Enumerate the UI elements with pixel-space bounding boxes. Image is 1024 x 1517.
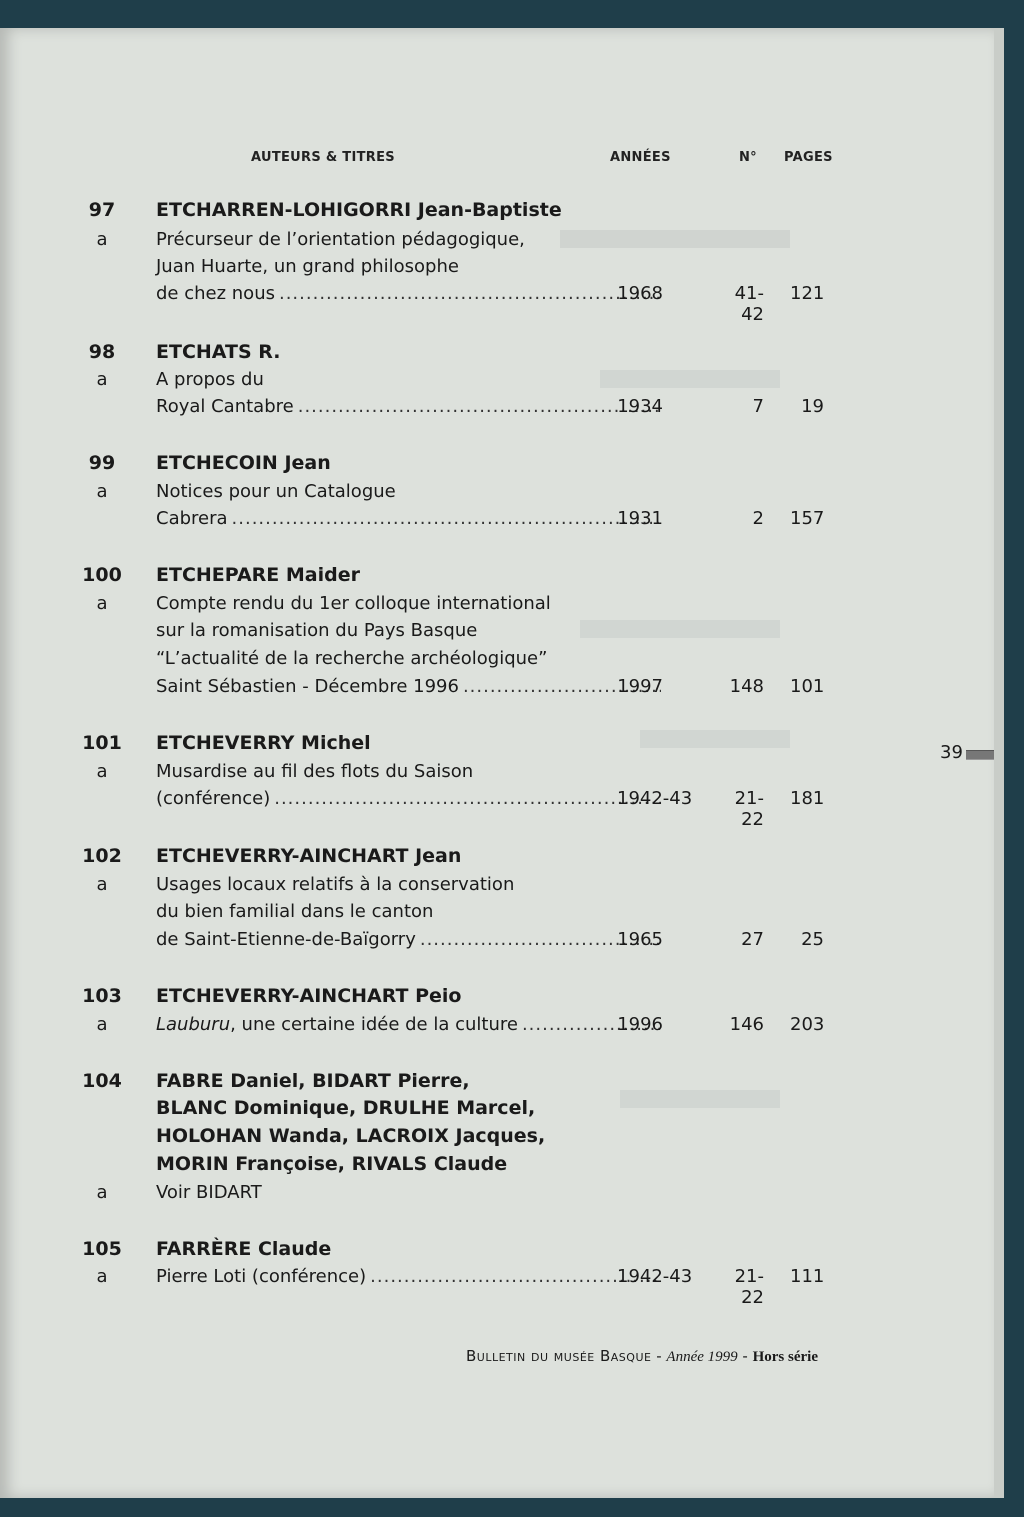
entry-author: ETCHEVERRY Michel <box>156 732 371 754</box>
entry-issue-number: 148 <box>729 676 764 697</box>
entry-page: 121 <box>790 283 825 304</box>
entry-number: 100 <box>82 564 122 586</box>
entry-issue-number: 41-42 <box>734 283 764 325</box>
entry-title-rest: , une certaine idée de la culture <box>230 1014 518 1035</box>
entry-page: 19 <box>801 396 824 417</box>
footer-separator: - <box>651 1347 667 1365</box>
entry-title-final-line <box>156 676 661 697</box>
entry-title-end: de Saint-Etienne-de-Baïgorry <box>156 929 416 950</box>
footer-series: Hors série <box>752 1349 818 1365</box>
entry-number: 98 <box>88 341 116 363</box>
entry-year: 1942-43 <box>617 788 693 809</box>
header-number: N° <box>739 150 757 165</box>
show-through-shadow <box>560 230 790 248</box>
entry-page: 157 <box>790 508 825 529</box>
entry-title-line: du bien familial dans le canton <box>156 901 434 922</box>
entry-item-letter: a <box>96 1266 108 1287</box>
entry-number: 97 <box>88 199 116 221</box>
entry-issue-number: 146 <box>729 1014 764 1035</box>
entry-author: FARRÈRE Claude <box>156 1238 332 1260</box>
entry-title-final-line <box>156 788 693 809</box>
entry-see-reference: Voir BIDART <box>156 1182 262 1203</box>
entry-item-letter: a <box>96 369 108 390</box>
entry-author: ETCHATS R. <box>156 341 281 363</box>
entry-title-line: “L’actualité de la recherche archéologique” <box>156 648 548 669</box>
entry-title-italic: Lauburu <box>156 1014 231 1035</box>
entry-title-end <box>156 1014 522 1035</box>
entry-issue-number: 21-22 <box>734 1266 764 1308</box>
entry-title-line: Notices pour un Catalogue <box>156 481 396 502</box>
entry-number: 104 <box>82 1070 122 1092</box>
entry-title-end: Pierre Loti (conférence) <box>156 1266 367 1287</box>
entry-page: 111 <box>790 1266 825 1287</box>
entry-year: 1965 <box>617 929 663 950</box>
entry-number: 102 <box>82 845 122 867</box>
footer-bulletin: Bulletin du musée Basque <box>466 1347 652 1365</box>
entry-author: HOLOHAN Wanda, LACROIX Jacques, <box>156 1125 546 1147</box>
show-through-shadow <box>620 1090 780 1108</box>
entry-year: 1968 <box>617 283 663 304</box>
header-authors-titles: AUTEURS & TITRES <box>251 150 395 165</box>
entry-year: 1931 <box>617 508 663 529</box>
entry-year: 1942-43 <box>617 1266 693 1287</box>
entry-title-line: Musardise au fil des flots du Saison <box>156 761 474 782</box>
entry-item-letter: a <box>96 1182 108 1203</box>
entry-issue-number: 27 <box>741 929 764 950</box>
entry-item-letter: a <box>96 761 108 782</box>
leader-dots <box>279 283 661 304</box>
entry-author: ETCHARREN-LOHIGORRI Jean-Baptiste <box>156 199 562 221</box>
entry-title-line: Usages locaux relatifs à la conservation <box>156 874 515 895</box>
footer-separator: - <box>737 1347 753 1365</box>
page-number: 39 <box>940 742 963 763</box>
entry-title-line: sur la romanisation du Pays Basque <box>156 620 478 641</box>
entry-title-line: A propos du <box>156 369 264 390</box>
entry-page: 203 <box>790 1014 825 1035</box>
leader-dots <box>298 396 661 417</box>
entry-issue-number: 7 <box>752 396 764 417</box>
entry-title-final-line <box>156 508 661 529</box>
entry-item-letter: a <box>96 874 108 895</box>
page-edge <box>994 28 1004 1498</box>
entry-issue-number: 2 <box>752 508 764 529</box>
entry-year: 1997 <box>617 676 663 697</box>
show-through-shadow <box>640 730 790 748</box>
entry-title-line: Compte rendu du 1er colloque international <box>156 593 551 614</box>
entry-issue-number: 21-22 <box>734 788 764 830</box>
entry-author: ETCHEVERRY-AINCHART Peio <box>156 985 462 1007</box>
entry-author: MORIN Françoise, RIVALS Claude <box>156 1153 508 1175</box>
entry-title-end: Saint Sébastien - Décembre 1996 <box>156 676 459 697</box>
entry-title-final-line <box>156 1014 661 1035</box>
entry-author: FABRE Daniel, BIDART Pierre, <box>156 1070 470 1092</box>
entry-title-final-line <box>156 396 661 417</box>
entry-page: 181 <box>790 788 825 809</box>
entry-number: 99 <box>88 452 116 474</box>
entry-author: ETCHEPARE Maider <box>156 564 360 586</box>
show-through-shadow <box>600 370 780 388</box>
entry-page: 25 <box>801 929 824 950</box>
entry-author: ETCHECOIN Jean <box>156 452 331 474</box>
leader-dots <box>232 508 661 529</box>
entry-number: 103 <box>82 985 122 1007</box>
entry-item-letter: a <box>96 593 108 614</box>
show-through-shadow <box>580 620 780 638</box>
entry-title-line: Précurseur de l’orientation pédagogique, <box>156 229 525 250</box>
entry-page: 101 <box>790 676 825 697</box>
entry-number: 101 <box>82 732 122 754</box>
entry-title-end: (conférence) <box>156 788 271 809</box>
entry-title-final-line <box>156 1266 693 1287</box>
entry-title-end: Royal Cantabre <box>156 396 294 417</box>
running-footer <box>466 1347 818 1366</box>
entry-item-letter: a <box>96 229 108 250</box>
entry-year: 1996 <box>617 1014 663 1035</box>
entry-item-letter: a <box>96 1014 108 1035</box>
page-tab-marker <box>966 750 994 760</box>
entry-title-end: de chez nous <box>156 283 275 304</box>
entry-author: BLANC Dominique, DRULHE Marcel, <box>156 1097 536 1119</box>
entry-title-line: Juan Huarte, un grand philosophe <box>156 256 459 277</box>
entry-title-final-line <box>156 283 661 304</box>
leader-dots <box>274 788 693 809</box>
entry-author: ETCHEVERRY-AINCHART Jean <box>156 845 462 867</box>
entry-year: 1934 <box>617 396 663 417</box>
entry-title-end: Cabrera <box>156 508 228 529</box>
header-years: ANNÉES <box>610 150 671 165</box>
entry-title-final-line <box>156 929 661 950</box>
footer-year: Année 1999 <box>666 1349 738 1365</box>
entry-number: 105 <box>82 1238 122 1260</box>
header-pages: PAGES <box>784 150 833 165</box>
entry-item-letter: a <box>96 481 108 502</box>
